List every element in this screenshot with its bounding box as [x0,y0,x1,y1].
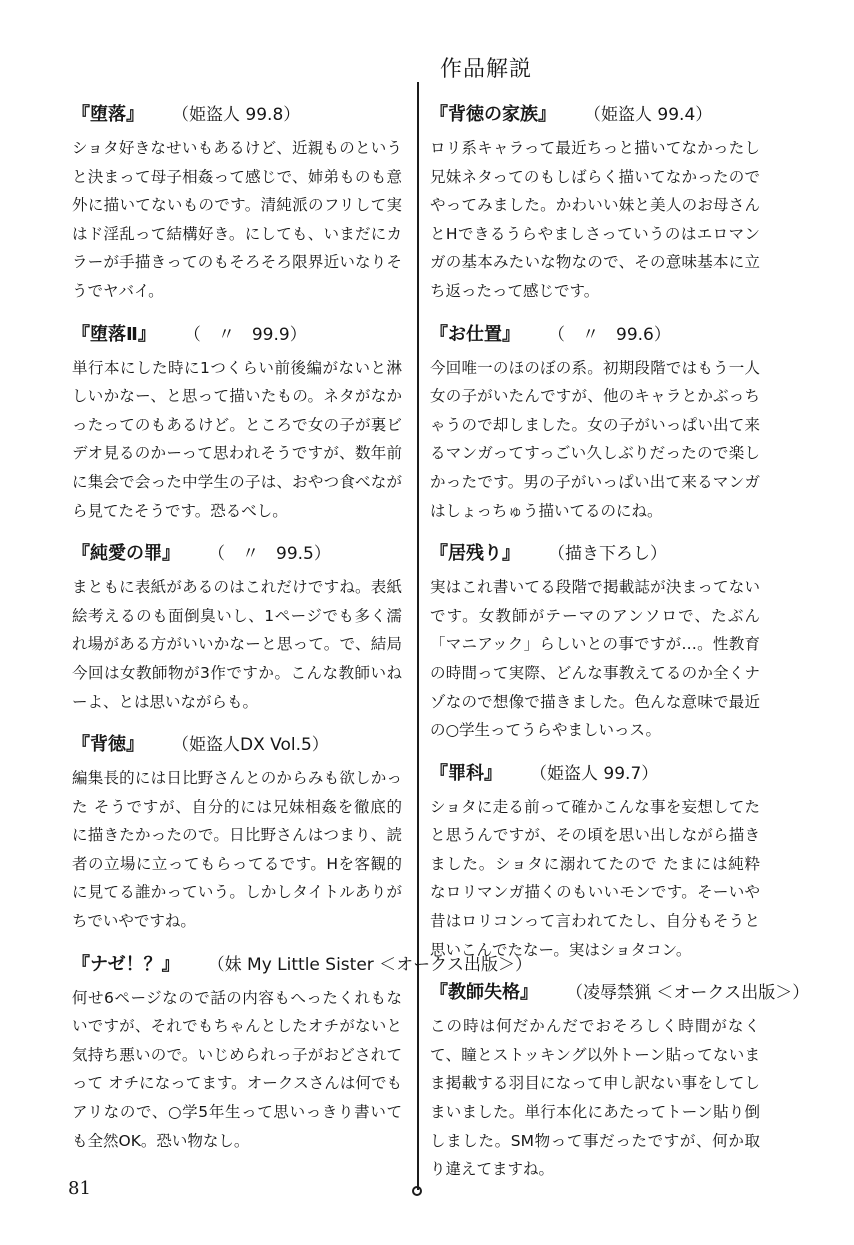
entry-title: 『背徳の家族』 [430,104,556,125]
entry-body: 何せ6ページなので話の内容もへったくれもないですが、それでもちゃんとしたオチがないと気持ち悪いので。いじめられっ子がおどされてって オチになってます。オークスさんは何でもアリなので、○学5年生って思いっきり書いても全然OK。恐い物なし。 [72,988,402,1150]
entry-source: （姫盗人 99.8） [172,105,301,125]
entry-source: （凌辱禁猟 ＜オークス出版＞） [566,983,810,1004]
entry-title: 『教師失格』 [430,982,538,1004]
entry-body: ショタ好きなせいもあるけど、近親ものというと決まって母子相姦って感じで、姉弟ものも意外に描いてないものです。清純派のフリして実はド淫乱って結構好き。にしても、いまだにカラーが手描きってのもそろそろ限界近いなりそうでヤバイ。 [72,139,402,300]
entry-body: ショタに走る前って確かこんな事を妄想してたと思うんですが、その頃を思い出しながら描きました。ショタに溺れてたので たまには純粋なロリマンガ描くのもいいモンです。そーいや昔はロリコンって言われてたし、自分もそうと思いこんでたなー。実はショタコン。 [430,797,760,959]
entry-title: 『ナゼ！？』 [72,953,180,975]
entry-source: （妹 My Little Sister ＜オークス出版＞） [207,954,533,975]
entry-body: この時は何だかんだでおそろしく時間がなくて、瞳とストッキング以外トーン貼ってないまま掲載する羽目になって申し訳ない事をしてしまいました。単行本化にあたってトーン貼り倒しました。SM物って事だったですが、何か取り違えてますね。 [430,1017,760,1179]
entry-source: （姫盗人 99.4） [584,105,713,125]
entry-body: 今回唯一のほのぼの系。初期段階ではもう一人女の子がいたんですが、他のキャラとかぶっちゃうので却しました。女の子がいっぱい出て来るマンガってすっごい久しぶりだったので楽しかったです。男の子がいっぱい出て来るマンガはしょっちゅう描いてるのにね。 [430,358,760,520]
entry-title: 『堕落Ⅱ』 [72,323,156,345]
entry-title: 『堕落』 [72,104,144,125]
entry-kyoushi-shikkaku [430,978,810,1184]
entry-title: 『純愛の罪』 [72,543,180,565]
entry-oshioki [430,320,760,526]
divider-end-mark [412,1186,422,1196]
entry-junai-no-tsumi [72,539,402,716]
entry-source: （姫盗人 99.7） [530,763,659,784]
entry-inokori [430,539,760,745]
entry-source: （ 〃 99.5） [208,544,331,565]
entry-source: （ 〃 99.9） [183,324,307,345]
entry-body: まともに表紙があるのはこれだけですね。表紙絵考えるのも面倒臭いし、1ページでも多く濡れ場がある方がいいかなーと思って。で、結局今回は女教師物が3作ですか。こんな教師いねーよ、とは思いながらも。 [72,578,402,711]
entry-title: 『罪科』 [430,762,502,784]
entry-haitoku [72,730,402,936]
entry-body: 実はこれ書いてる段階で掲載誌が決まってないです。女教師がテーマのアンソロで、たぶん「マニアック」らしいとの事ですが…。性教育の時間って実際、どんな事教えてるのか全くナゾなので想像で描きました。色んな意味で最近の○学生ってうらやましいっス。 [430,578,760,740]
entry-source: （姫盗人DX Vol.5） [172,735,329,756]
entry-body: 編集長的には日比野さんとのからみも欲しかった そうですが、自分的には兄妹相姦を徹底的に描きたかったので。日比野さんはつまり、読者の立場に立ってもらってるです。Hを客観的に見てる誰かっていう。しかしタイトルありがちでいやですね。 [72,769,402,931]
entry-title: 『背徳』 [72,734,144,756]
entry-body: 単行本にした時に1つくらい前後編がないと淋しいかなー、と思って描いたもの。ネタがなかったってのもあるけど。ところで女の子が裏ビデオ見るのかーって思われそうですが、数年前に集会で会った中学生の子は、おやつ食べながら見てたそうです。恐るべし。 [72,358,402,520]
page-number: 81 [68,1178,91,1199]
entry-title: 『居残り』 [430,543,520,565]
entry-title: 『お仕置』 [430,323,520,345]
entry-zaika [430,759,760,965]
entry-body: ロリ系キャラって最近ちっと描いてなかったし兄妹ネタってのもしばらく描いてなかったのでやってみました。かわいい妹と美人のお母さんとHできるうらやましさっていうのはエロマンガの基本みたいな物なので、その意味基本に立ち返ったって感じです。 [430,139,760,300]
page-title: 作品解説 [440,57,533,82]
entry-daraku [72,100,402,306]
right-column [430,100,810,1198]
entry-source: （ 〃 99.6） [548,324,671,345]
entry-haitoku-no-kazoku [430,100,760,306]
column-divider [417,82,419,1190]
entry-daraku-2 [72,320,402,526]
entry-source: （描き下ろし） [548,544,667,565]
